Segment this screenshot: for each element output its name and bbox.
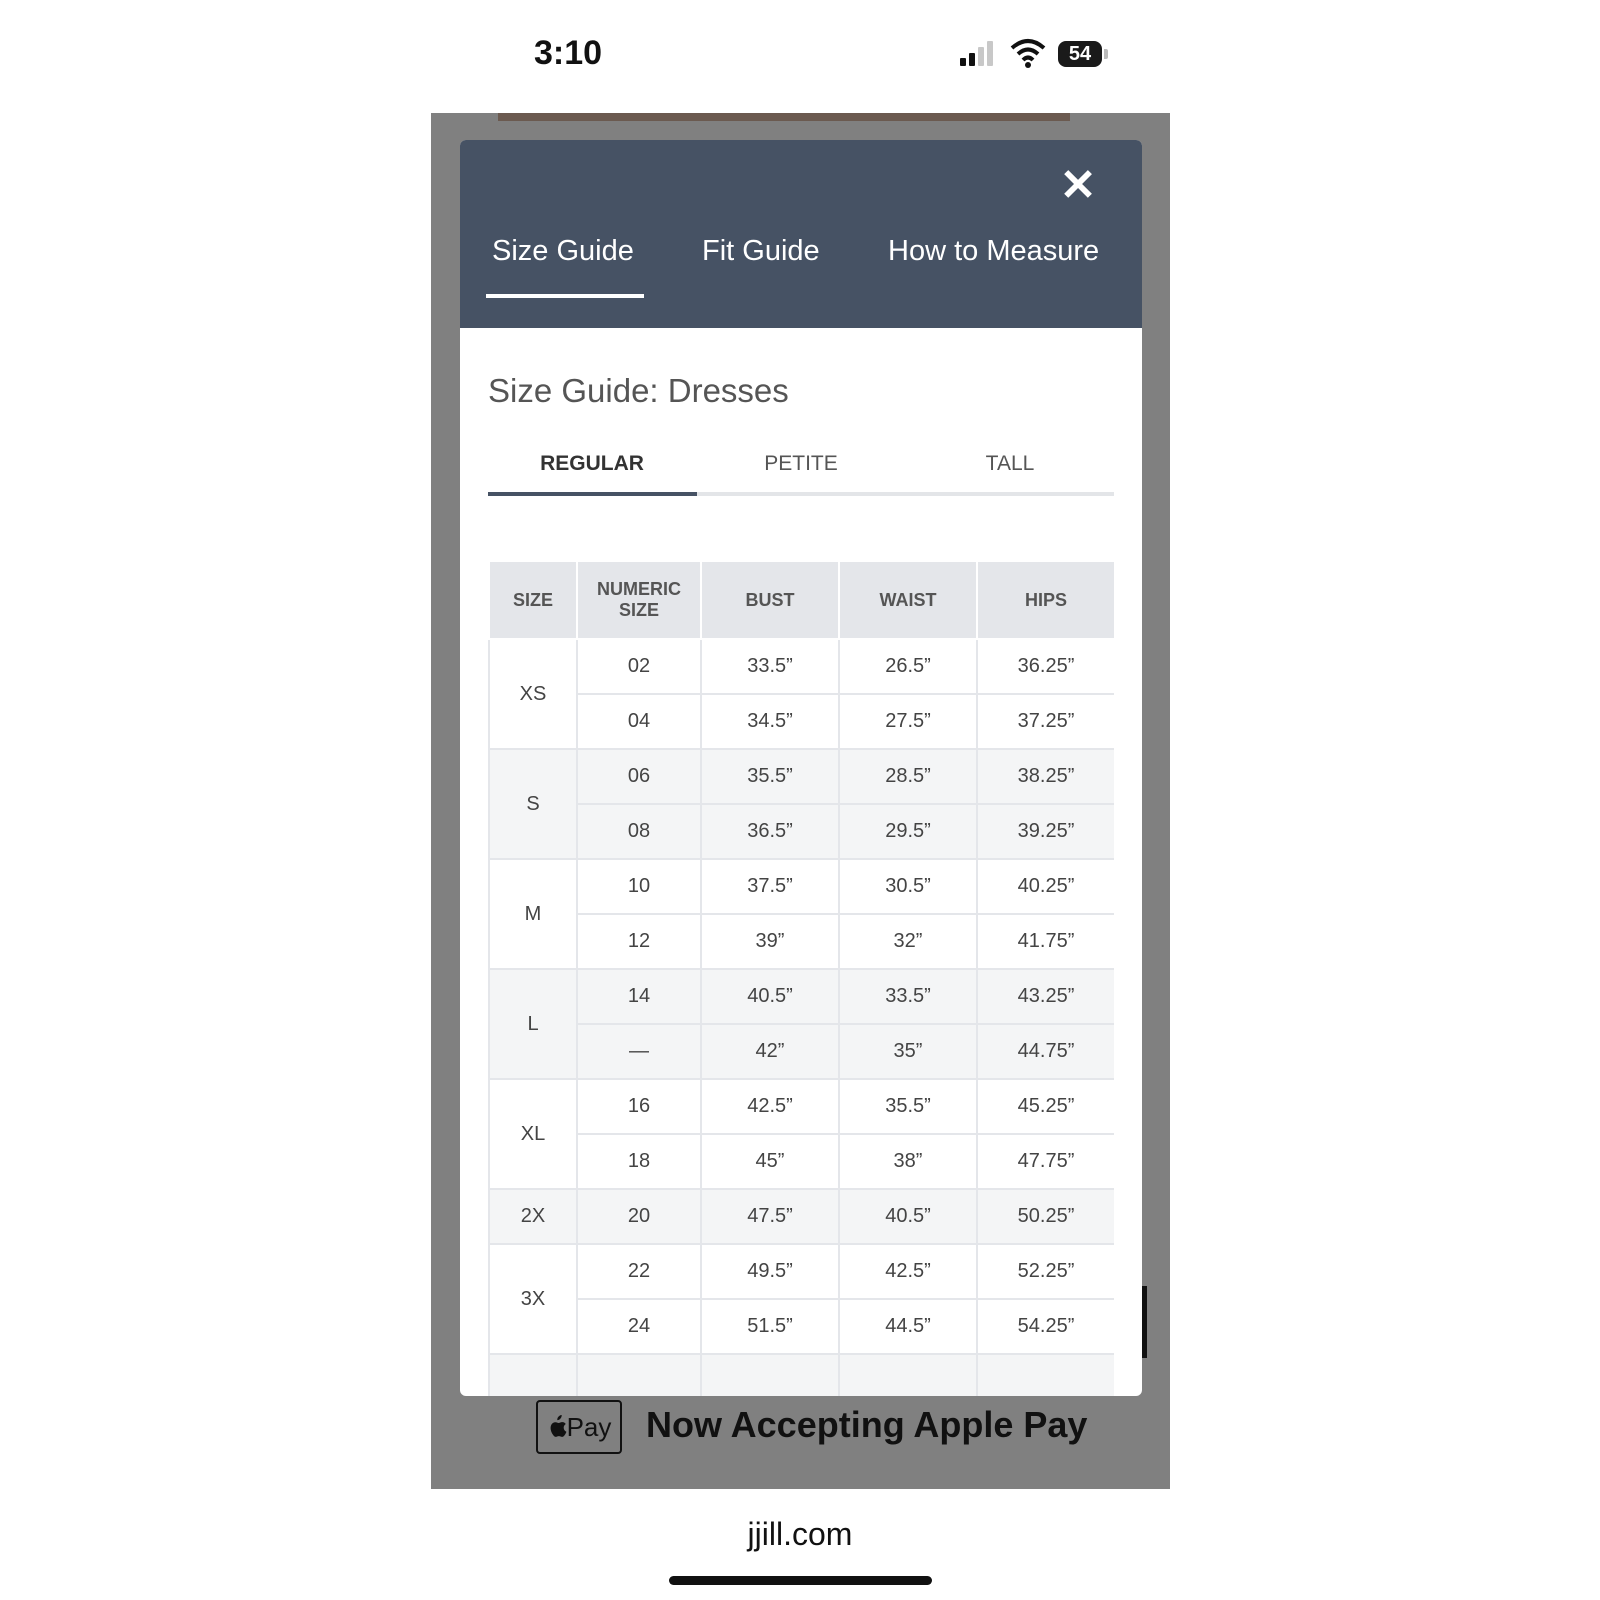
table-row xyxy=(489,1189,1114,1244)
bust-cell: 47.5” xyxy=(701,1189,839,1244)
bust-cell: 40.5” xyxy=(701,969,839,1024)
waist-cell: 29.5” xyxy=(839,804,977,859)
table-row xyxy=(489,749,1114,804)
hips-cell: 43.25” xyxy=(977,969,1114,1024)
waist-cell: 40.5” xyxy=(839,1189,977,1244)
table-row xyxy=(489,859,1114,914)
status-icons xyxy=(960,38,1110,72)
waist-cell: 42.5” xyxy=(839,1244,977,1299)
size-cell: XL xyxy=(489,1079,577,1189)
home-indicator[interactable] xyxy=(669,1576,932,1585)
size-table-container[interactable] xyxy=(488,560,1114,1396)
active-sub-tab-indicator xyxy=(488,492,697,496)
waist-cell: 38” xyxy=(839,1134,977,1189)
numeric-size-cell: 08 xyxy=(577,804,701,859)
bust-cell: 42.5” xyxy=(701,1079,839,1134)
url-bar[interactable]: jjill.com xyxy=(747,1516,853,1552)
bust-cell: 51.5” xyxy=(701,1299,839,1354)
apple-logo-icon xyxy=(547,1415,567,1439)
hips-cell: 52.25” xyxy=(977,1244,1114,1299)
table-row xyxy=(489,1079,1114,1134)
hips-cell: 41.75” xyxy=(977,914,1114,969)
numeric-size-cell: 16 xyxy=(577,1079,701,1134)
numeric-size-cell: 22 xyxy=(577,1244,701,1299)
size-cell: 2X xyxy=(489,1189,577,1244)
size-cell: XS xyxy=(489,639,577,749)
modal-header xyxy=(460,140,1142,328)
numeric-size-cell: 02 xyxy=(577,639,701,694)
bust-cell: 45” xyxy=(701,1134,839,1189)
size-cell: M xyxy=(489,859,577,969)
bust-cell: 49.5” xyxy=(701,1244,839,1299)
table-row xyxy=(489,914,1114,969)
apple-pay-badge-label: Pay xyxy=(566,1412,612,1442)
waist-cell: 35” xyxy=(839,1024,977,1079)
active-tab-indicator xyxy=(486,294,644,298)
battery-tip xyxy=(1104,49,1108,59)
battery-icon: 54 xyxy=(1058,41,1102,67)
table-row xyxy=(489,969,1114,1024)
hips-cell: 36.25” xyxy=(977,639,1114,694)
bust-cell: 42” xyxy=(701,1024,839,1079)
tab-size-guide[interactable]: Size Guide xyxy=(492,235,634,267)
signal-icon xyxy=(960,38,1000,68)
table-row xyxy=(489,1299,1114,1354)
bust-cell: 33.5” xyxy=(701,639,839,694)
size-guide-modal xyxy=(460,140,1142,1396)
hips-cell: 47.75” xyxy=(977,1134,1114,1189)
waist-cell: 33.5” xyxy=(839,969,977,1024)
hips-cell: 38.25” xyxy=(977,749,1114,804)
hips-cell: 50.25” xyxy=(977,1189,1114,1244)
numeric-size-cell: 20 xyxy=(577,1189,701,1244)
size-cell: 3X xyxy=(489,1244,577,1354)
column-header-bust: BUST xyxy=(701,561,839,639)
waist-cell: 30.5” xyxy=(839,859,977,914)
numeric-size-cell: 04 xyxy=(577,694,701,749)
hips-cell: 44.75” xyxy=(977,1024,1114,1079)
waist-cell: 28.5” xyxy=(839,749,977,804)
bust-cell: 37.5” xyxy=(701,859,839,914)
waist-cell: 32” xyxy=(839,914,977,969)
apple-pay-banner[interactable] xyxy=(536,1400,1088,1456)
table-row xyxy=(489,694,1114,749)
table-row xyxy=(489,1244,1114,1299)
backdrop-image-edge xyxy=(498,113,1070,121)
waist-cell: 35.5” xyxy=(839,1079,977,1134)
numeric-size-cell: 12 xyxy=(577,914,701,969)
size-cell: L xyxy=(489,969,577,1079)
numeric-size-cell: 10 xyxy=(577,859,701,914)
hips-cell: 37.25” xyxy=(977,694,1114,749)
table-row xyxy=(489,639,1114,694)
column-header-hips: HIPS xyxy=(977,561,1114,639)
fit-type-tabs xyxy=(488,452,1114,496)
bust-cell: 39” xyxy=(701,914,839,969)
size-cell: S xyxy=(489,749,577,859)
close-icon[interactable]: ✕ xyxy=(1059,161,1097,210)
waist-cell: 26.5” xyxy=(839,639,977,694)
bust-cell: 35.5” xyxy=(701,749,839,804)
table-header-row xyxy=(489,561,1114,639)
tab-fit-guide[interactable]: Fit Guide xyxy=(702,235,820,267)
hips-cell: 39.25” xyxy=(977,804,1114,859)
apple-pay-badge xyxy=(536,1400,622,1454)
sub-tab-petite[interactable]: PETITE xyxy=(764,452,838,475)
hips-cell: 40.25” xyxy=(977,859,1114,914)
numeric-size-cell: 18 xyxy=(577,1134,701,1189)
bust-cell: 36.5” xyxy=(701,804,839,859)
tab-how-to-measure[interactable]: How to Measure xyxy=(888,235,1100,267)
size-table xyxy=(488,560,1114,1396)
bust-cell: 34.5” xyxy=(701,694,839,749)
numeric-size-cell: 14 xyxy=(577,969,701,1024)
sub-tab-regular[interactable]: REGULAR xyxy=(540,452,644,475)
page-title: Size Guide: Dresses xyxy=(488,372,789,409)
table-row xyxy=(489,804,1114,859)
column-header-numeric-size: NUMERIC SIZE xyxy=(577,561,701,639)
numeric-size-cell: — xyxy=(577,1024,701,1079)
table-row xyxy=(489,1134,1114,1189)
column-header-waist: WAIST xyxy=(839,561,977,639)
waist-cell: 44.5” xyxy=(839,1299,977,1354)
table-row-partial xyxy=(489,1354,1114,1396)
wifi-icon xyxy=(1010,38,1046,68)
sub-tab-tall[interactable]: TALL xyxy=(985,452,1035,475)
hips-cell: 54.25” xyxy=(977,1299,1114,1354)
numeric-size-cell: 06 xyxy=(577,749,701,804)
column-header-size: SIZE xyxy=(489,561,577,639)
table-row xyxy=(489,1024,1114,1079)
status-time: 3:10 xyxy=(534,34,603,72)
scroll-indicator[interactable] xyxy=(1142,1286,1147,1358)
hips-cell: 45.25” xyxy=(977,1079,1114,1134)
waist-cell: 27.5” xyxy=(839,694,977,749)
numeric-size-cell: 24 xyxy=(577,1299,701,1354)
apple-pay-text: Now Accepting Apple Pay xyxy=(646,1404,1088,1445)
